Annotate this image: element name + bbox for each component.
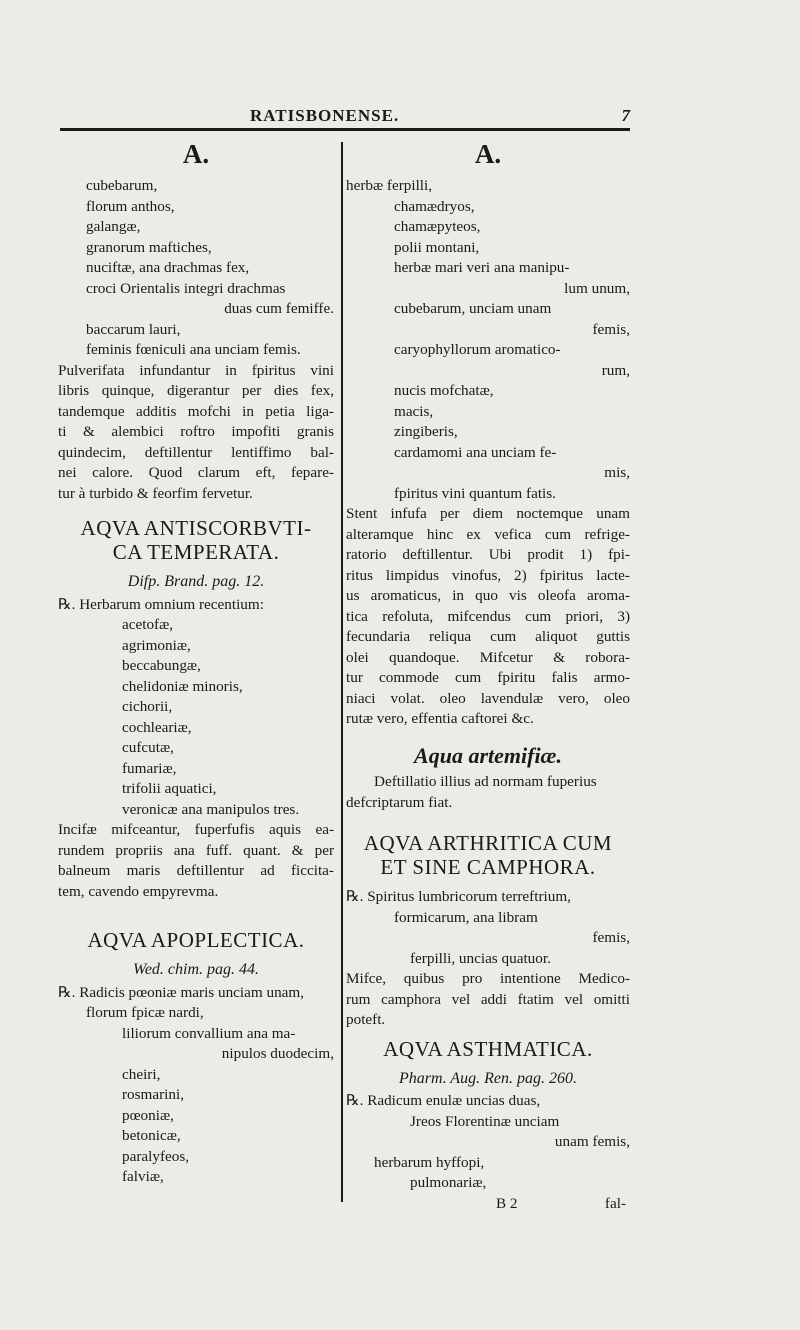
page-number: 7 [621, 106, 630, 125]
text-line: fecundaria reliqua cum aliquot guttis [346, 628, 630, 645]
text-line: granorum maftiches, [86, 238, 212, 256]
text-line: polii montani, [394, 238, 480, 256]
text-line: Jreos Florentinæ unciam [410, 1112, 560, 1130]
text-line: tandemque additis mofchi in petia liga- [58, 402, 334, 420]
heading-line: ET SINE CAMPHORA. [380, 855, 596, 879]
section-letter: A. [474, 139, 502, 169]
text-line: cubebarum, unciam unam [394, 300, 552, 317]
text-line: nipulos duodecim, [221, 1045, 334, 1062]
text-line: veronicæ ana manipulos tres. [122, 800, 300, 818]
text-line: ti & alembici roftro impofiti granis [58, 423, 334, 440]
text-line: Stent infufa per diem noctemque unam [346, 505, 630, 522]
section-heading: Aqua artemifiæ. [414, 742, 562, 768]
text-line: quindecim, deftillentur lentiffimo bal- [58, 443, 334, 461]
catchword: fal- [604, 1194, 626, 1212]
text-line: herbarum hyffopi, [374, 1153, 485, 1171]
text-line: rum camphora vel addi ftatim vel omitti [346, 990, 630, 1008]
text-line: cardamomi ana unciam fe- [394, 443, 557, 461]
text-line: feminis fœniculi ana unciam femis. [86, 341, 301, 358]
text-line: ratorio deftillentur. Ubi prodit 1) fpi- [346, 546, 630, 563]
section-heading [58, 928, 334, 952]
text-block [58, 176, 334, 504]
text-line: croci Orientalis integri drachmas [86, 279, 286, 297]
text-line: betonicæ, [122, 1127, 181, 1144]
text-line: paralyfeos, [122, 1147, 190, 1165]
text-line: rutæ vero, effentia caftorei &c. [346, 710, 534, 727]
text-line: alteramque hinc ex vefica cum refrige- [346, 525, 630, 543]
text-line: chelidoniæ minoris, [122, 677, 243, 695]
text-line: cheiri, [122, 1065, 161, 1083]
section-heading [346, 831, 630, 879]
text-line: macis, [394, 402, 434, 420]
text-line: femis, [592, 320, 630, 338]
right-column [346, 138, 630, 1214]
text-line: olei quandoque. Mifcetur & robora- [346, 648, 630, 666]
text-line: mis, [604, 464, 630, 481]
text-line: ℞. Radicis pœoniæ maris unciam unam, [58, 983, 305, 1001]
text-block [58, 595, 334, 903]
text-line: cichorii, [122, 698, 173, 715]
text-line: herbæ ferpilli, [346, 177, 433, 194]
source-reference: Wed. chim. pag. 44. [132, 961, 260, 978]
text-line: baccarum lauri, [86, 320, 181, 338]
text-line: Mifce, quibus pro intentione Medico- [346, 970, 630, 987]
text-line: cochleariæ, [122, 718, 192, 736]
text-line: rundem propriis ana fuff. quant. & per [58, 841, 334, 859]
text-line: acetofæ, [122, 616, 174, 633]
text-line: nucis mofchatæ, [394, 382, 494, 399]
running-title: RATISBONENSE. [250, 106, 400, 125]
text-line: femis, [592, 929, 630, 946]
text-line: chamædryos, [394, 197, 475, 215]
text-line: ℞. Herbarum omnium recentium: [58, 595, 264, 613]
text-block [346, 176, 630, 730]
page-footer [346, 1194, 630, 1214]
heading-line: AQVA ARTHRITICA CUM [363, 831, 613, 855]
text-line: trifolii aquatici, [122, 780, 217, 797]
source-reference: Pharm. Aug. Ren. pag. 260. [399, 1069, 577, 1087]
text-line: rosmarini, [122, 1086, 185, 1103]
text-line: ℞. Spiritus lumbricorum terreftrium, [346, 888, 571, 905]
text-line: ℞. Radicum enulæ uncias duas, [346, 1092, 541, 1109]
text-line: us aromaticus, in quo vis oleofa aroma- [346, 587, 630, 604]
text-line: tur à turbido & feorfim fervetur. [58, 484, 253, 502]
text-line: nuciftæ, ana drachmas fex, [86, 259, 250, 276]
text-block [346, 1091, 630, 1194]
section-heading [58, 516, 334, 564]
spacer [346, 879, 630, 887]
text-line: tica refoluta, mifcendus cum priori, 3) [346, 607, 630, 625]
text-line: balneum maris deftillentur ad ficcita- [58, 862, 334, 879]
text-line: duas cum femiffe. [224, 300, 334, 317]
text-line: rum, [601, 361, 630, 379]
text-line: formicarum, ana libram [394, 908, 538, 926]
text-line: falviæ, [122, 1168, 164, 1185]
text-line: beccabungæ, [122, 657, 201, 674]
text-line: poteft. [346, 1011, 386, 1028]
source-reference: Difp. Brand. pag. 12. [127, 573, 265, 590]
text-line: zingiberis, [394, 423, 458, 440]
text-line: galangæ, [86, 218, 141, 235]
text-line: Pulverifata infundantur in fpiritus vini [58, 361, 334, 379]
text-line: liliorum convallium ana ma- [122, 1024, 296, 1042]
heading-line: CA TEMPERATA. [112, 540, 280, 564]
text-line: herbæ mari veri ana manipu- [394, 259, 570, 276]
text-line: tem, cavendo empyrevma. [58, 882, 219, 900]
text-line: Incifæ mifceantur, fuperfufis aquis ea- [58, 821, 334, 838]
signature-mark: B 2 [496, 1194, 518, 1212]
text-line: agrimoniæ, [122, 636, 191, 654]
header-rule [60, 128, 630, 131]
left-column [58, 138, 334, 1188]
section-heading [346, 1037, 630, 1061]
text-line: ferpilli, uncias quatuor. [410, 949, 551, 967]
heading-line: AQVA ASTHMATICA. [383, 1036, 593, 1061]
text-line: libris quinque, digerantur per dies fex, [58, 382, 334, 399]
text-line: fumariæ, [122, 759, 177, 777]
heading-line: AQVA ANTISCORBVTI- [80, 516, 312, 540]
text-line: defcriptarum fiat. [346, 793, 453, 811]
text-line: Deftillatio illius ad normam fuperius [374, 773, 597, 790]
column-rule [341, 142, 343, 1202]
text-line: lum unum, [564, 279, 630, 297]
text-line: caryophyllorum aromatico- [394, 341, 561, 358]
section-letter: A. [182, 139, 210, 169]
text-block [346, 887, 630, 1031]
running-head [60, 106, 630, 130]
text-line: cufcutæ, [122, 739, 174, 756]
text-line: cubebarum, [86, 177, 158, 194]
text-line: tur commode cum fpiritu falis armo- [346, 669, 630, 686]
text-block [58, 983, 334, 1188]
text-block [346, 772, 630, 813]
text-line: florum fpicæ nardi, [86, 1004, 204, 1021]
text-line: ritus limpidus vinofus, 2) fpiritus lacte- [346, 566, 630, 584]
text-line: unam femis, [554, 1133, 630, 1150]
text-line: chamæpyteos, [394, 218, 481, 235]
text-line: fpiritus vini quantum fatis. [394, 484, 556, 502]
text-line: pulmonariæ, [410, 1174, 487, 1191]
text-line: nei calore. Quod clarum eft, fepare- [58, 464, 334, 481]
text-line: florum anthos, [86, 197, 175, 215]
heading-line: AQVA APOPLECTICA. [87, 928, 305, 952]
text-line: niaci volat. oleo lavendulæ vero, oleo [346, 689, 630, 707]
text-line: pœoniæ, [122, 1106, 174, 1124]
